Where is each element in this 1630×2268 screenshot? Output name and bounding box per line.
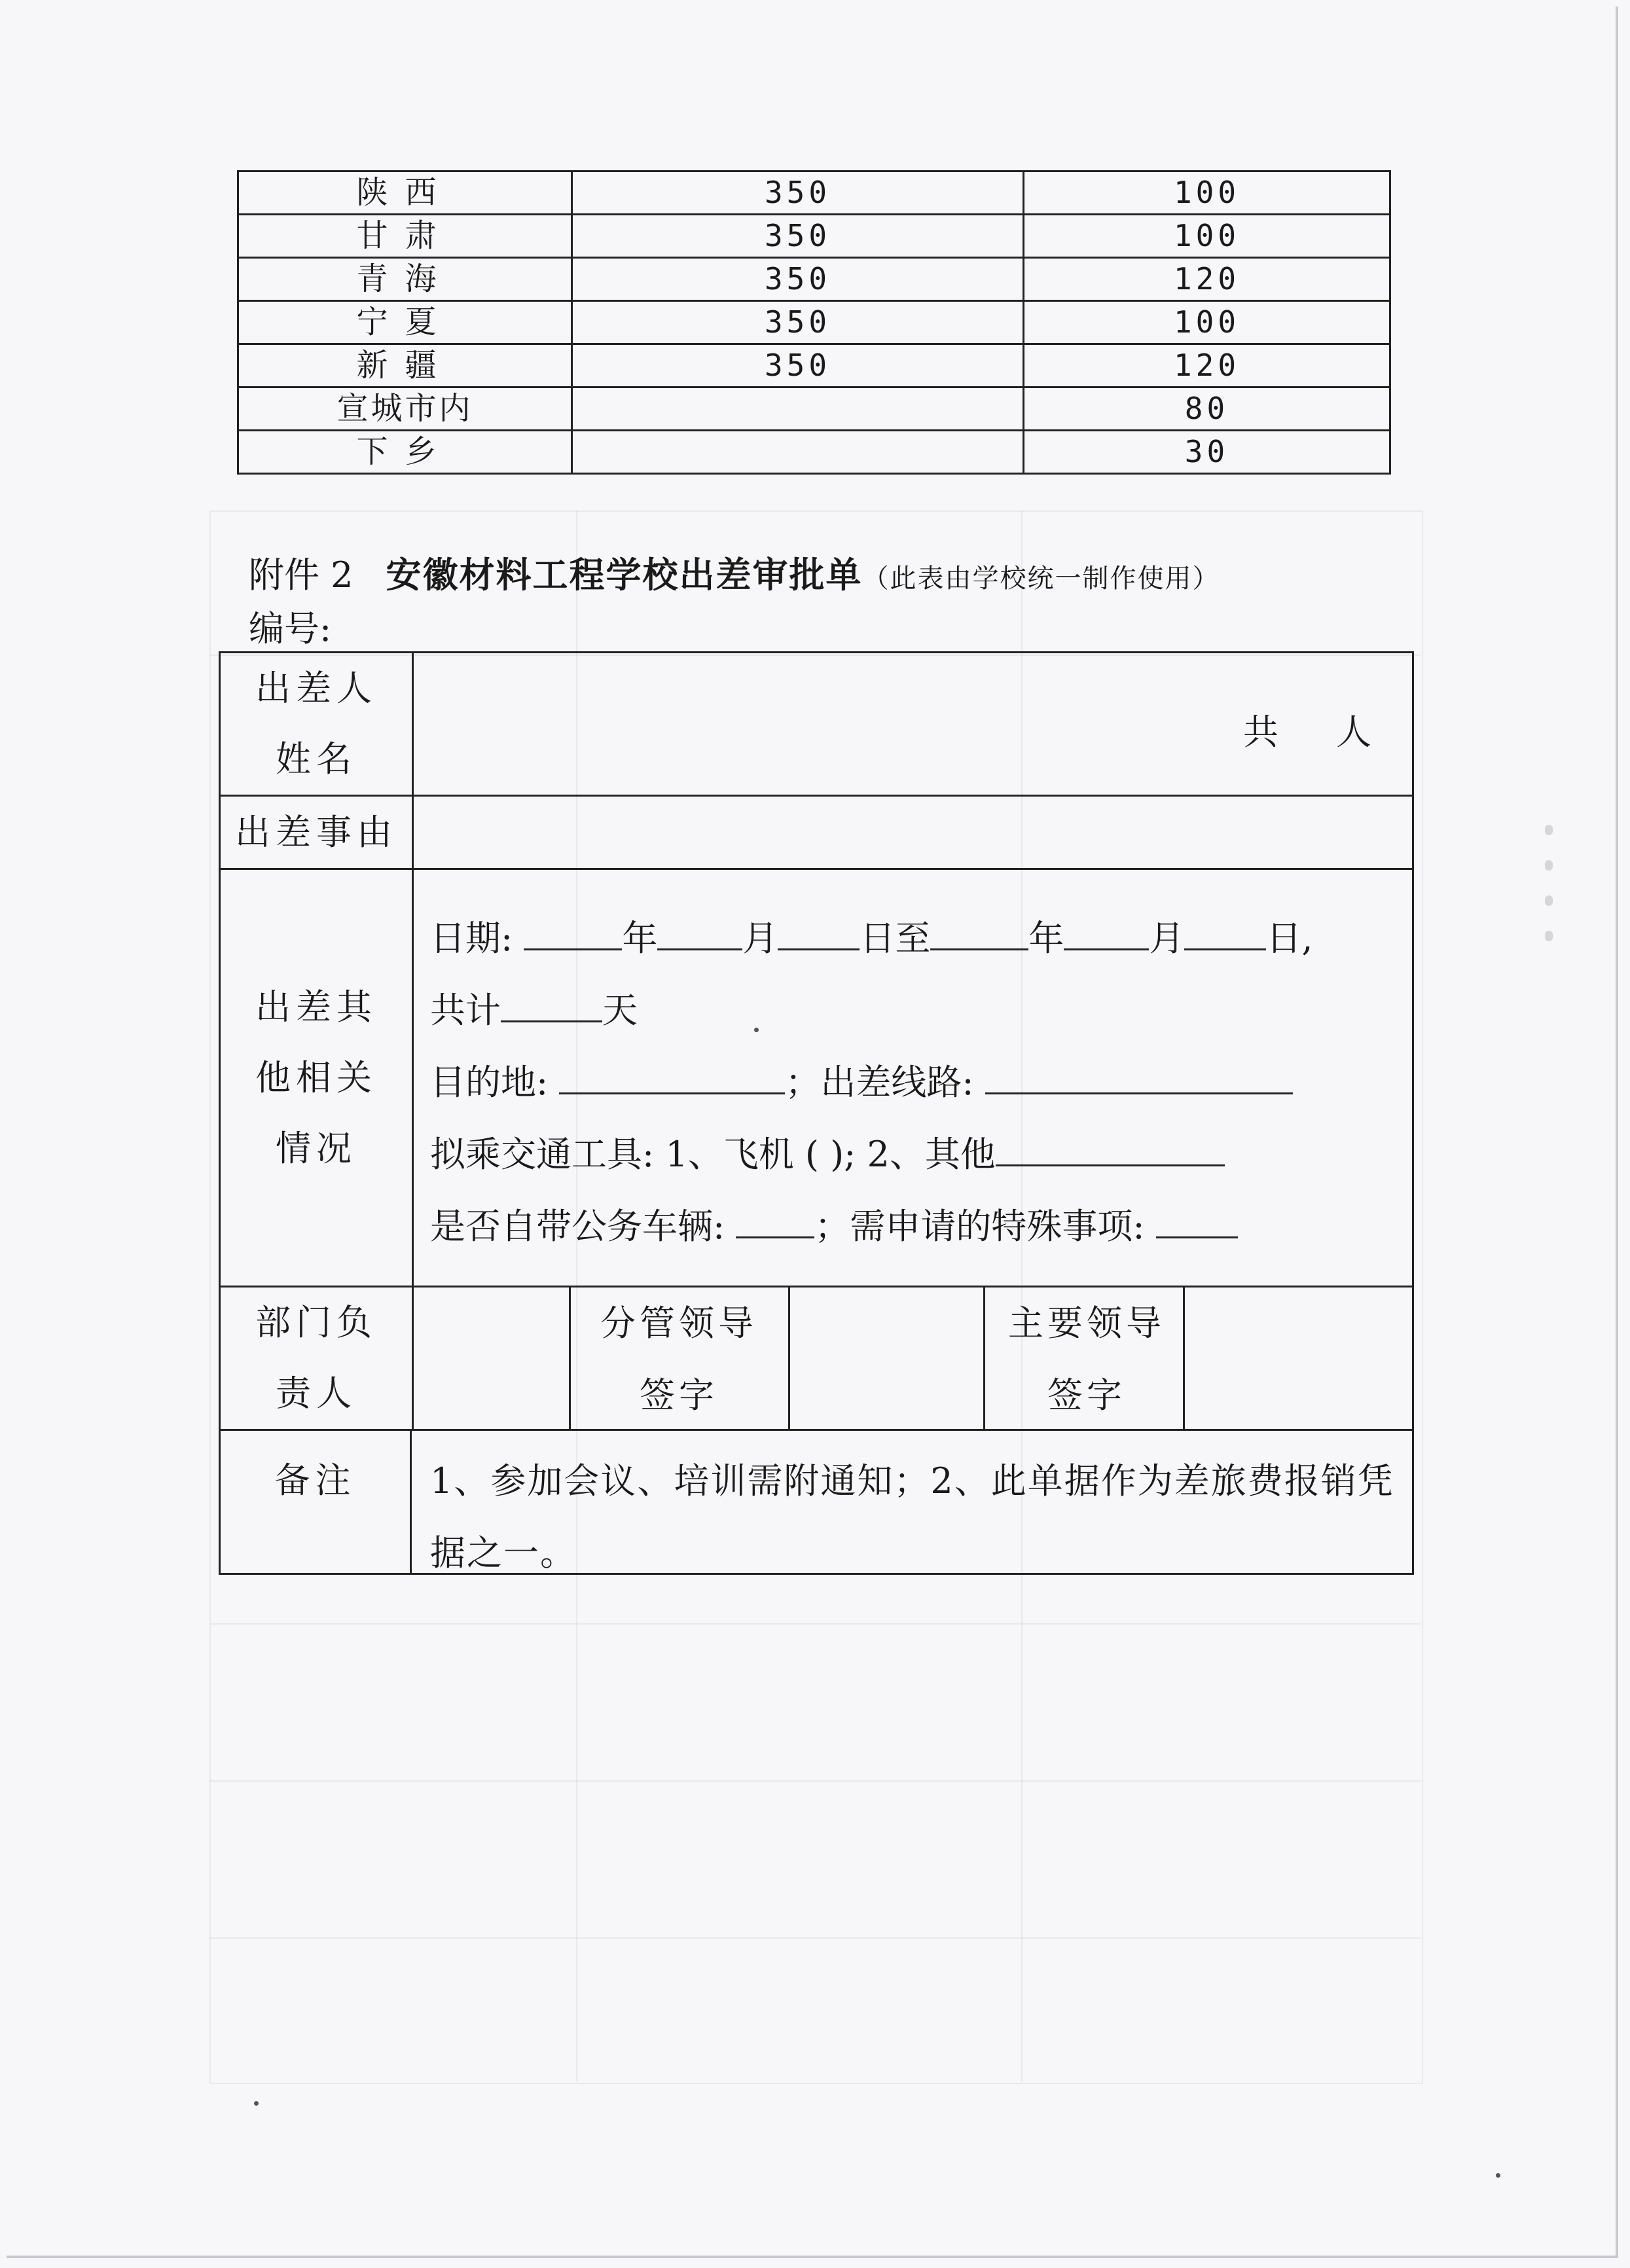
start-day-field[interactable] (778, 913, 860, 950)
date-line: 日期: 年 月 日至 年 月 日, (430, 903, 1313, 975)
table-row (238, 387, 1390, 431)
allowance-cell: 100 (1024, 215, 1390, 258)
allowance-cell: 30 (1024, 431, 1390, 474)
deputy-leader-signature-box[interactable] (790, 1287, 985, 1429)
traveler-count: 共 人 (1243, 711, 1371, 753)
end-day-field[interactable] (1184, 913, 1266, 950)
accommodation-cell: 350 (572, 258, 1024, 301)
region-cell: 新疆 (238, 344, 572, 387)
serial-number-label: 编号: (249, 608, 332, 649)
form-title: 安徽材料工程学校出差审批单 (386, 554, 863, 596)
region-cell: 下乡 (238, 431, 572, 474)
total-days-line: 共计 天 (430, 975, 1313, 1047)
main-leader-label-cell (985, 1287, 1185, 1429)
form-note: （此表由学校统一制作使用） (862, 564, 1220, 594)
accommodation-cell: 350 (572, 344, 1024, 387)
special-matters-field[interactable] (1156, 1201, 1238, 1238)
allowance-cell: 100 (1024, 171, 1390, 215)
approval-form (219, 651, 1414, 1575)
dept-head-signature-box[interactable] (414, 1287, 571, 1429)
region-cell: 甘肃 (238, 215, 572, 258)
accommodation-cell: 350 (572, 171, 1024, 215)
binding-holes (1545, 825, 1553, 966)
other-transport-field[interactable] (996, 1129, 1225, 1166)
end-year-field[interactable] (930, 913, 1028, 950)
table-row (238, 431, 1390, 474)
table-row (238, 171, 1390, 215)
reason-row (221, 797, 1412, 870)
accommodation-cell (572, 387, 1024, 431)
accommodation-cell: 350 (572, 301, 1024, 344)
allowance-cell: 120 (1024, 344, 1390, 387)
dept-head-label: 部门负责人 (221, 1287, 414, 1429)
allowance-cell: 120 (1024, 258, 1390, 301)
accommodation-cell: 350 (572, 215, 1024, 258)
bleed-through-line (209, 1623, 1421, 1625)
scan-speck (1496, 2173, 1500, 2178)
remarks-row (221, 1431, 1412, 1573)
region-cell: 宣城市内 (238, 387, 572, 431)
table-row (238, 215, 1390, 258)
scan-speck (254, 2101, 259, 2106)
main-leader-signature-box[interactable] (1185, 1287, 1412, 1429)
start-year-field[interactable] (524, 913, 622, 950)
table-row (238, 258, 1390, 301)
region-cell: 陕西 (238, 171, 572, 215)
vehicle-line: 是否自带公务车辆: ；需申请的特殊事项: (430, 1191, 1313, 1263)
remarks-label: 备注 (221, 1431, 412, 1573)
table-row (238, 301, 1390, 344)
other-details-label: 出差其他相关情况 (221, 870, 414, 1286)
total-days-field[interactable] (501, 985, 602, 1022)
route-field[interactable] (985, 1057, 1293, 1094)
allowance-cell: 80 (1024, 387, 1390, 431)
bleed-through-line (209, 1780, 1421, 1782)
attachment-number: 附件 2 (249, 554, 353, 596)
region-cell: 宁夏 (238, 301, 572, 344)
end-month-field[interactable] (1064, 913, 1149, 950)
allowance-cell: 100 (1024, 301, 1390, 344)
traveler-row (221, 653, 1412, 797)
main-leader-label: 主要领导签字 (1008, 1303, 1165, 1416)
region-cell: 青海 (238, 258, 572, 301)
details-row (221, 870, 1412, 1287)
traveler-name-label: 出差人姓名 (221, 653, 414, 795)
remarks-text: 1、参加会议、培训需附通知；2、此单据作为差旅费报销凭据之一。 (430, 1460, 1394, 1574)
start-month-field[interactable] (657, 913, 742, 950)
deputy-leader-label-cell (571, 1287, 790, 1429)
deputy-leader-label: 分管领导签字 (600, 1303, 757, 1416)
details-content (430, 903, 1313, 1263)
table-row (238, 344, 1390, 387)
rates-table (237, 170, 1391, 475)
accommodation-cell (572, 431, 1024, 474)
destination-field[interactable] (559, 1057, 785, 1094)
vehicle-field[interactable] (736, 1201, 814, 1238)
bleed-through-line (209, 1937, 1421, 1939)
signature-row (221, 1287, 1412, 1431)
destination-line: 目的地: ；出差线路: (430, 1047, 1313, 1119)
attachment-heading (249, 547, 1493, 598)
reason-label: 出差事由 (221, 797, 414, 868)
transport-line: 拟乘交通工具: 1、飞机 ( ); 2、其他 (430, 1119, 1313, 1191)
